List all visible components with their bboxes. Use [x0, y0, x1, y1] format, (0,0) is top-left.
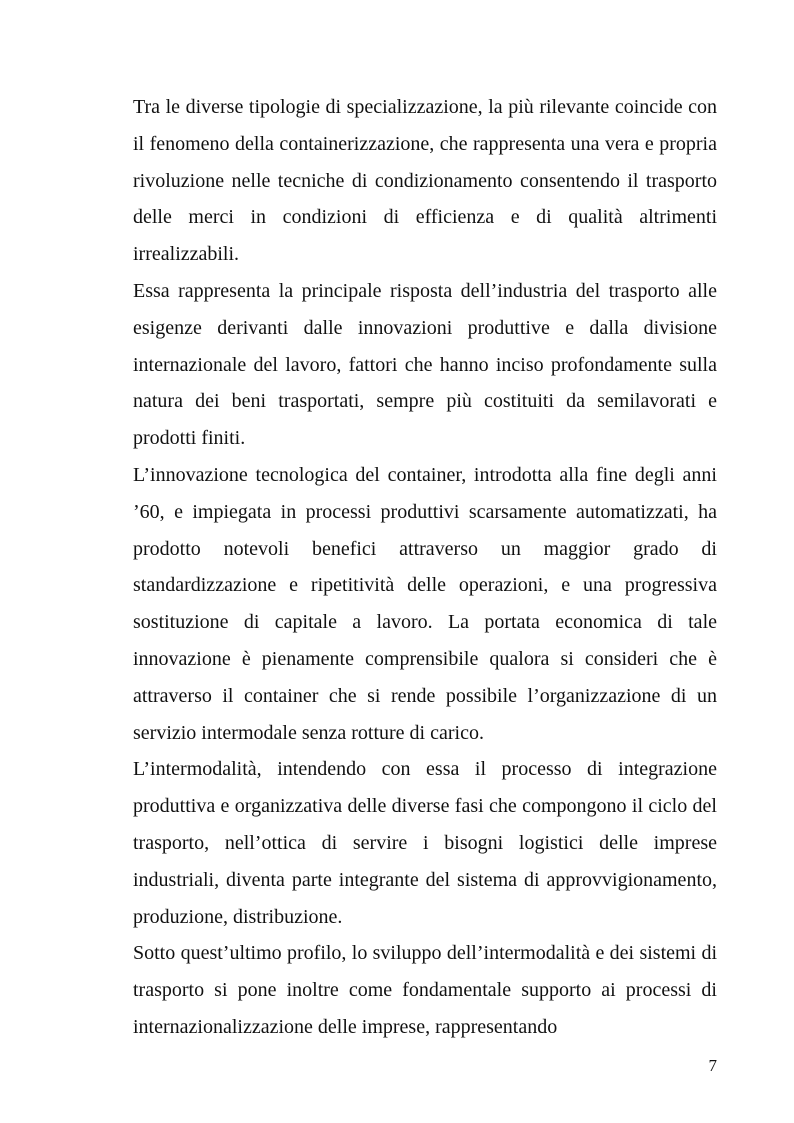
paragraph-intermodalita: L’intermodalità, intendendo con essa il processo di integrazione produttiva e organizzativa delle diverse fasi che compongono il ciclo del trasporto, nell’ottica di servire i bisogni logistici delle imprese industriali, diventa parte integrante del sistema di approvvigionamento, produzione, distribuzione.: [133, 758, 717, 928]
paragraph-innovazione-container: L’innovazione tecnologica del container, introdotta alla fine degli anni ’60, e impiegata in processi produttivi scarsamente automatizzati, ha prodotto notevoli benefici attraverso un maggior grado di standardizzazione e ripetitività delle operazioni, e una progressiva sostituzione di capitale a lavoro. La portata economica di tale innovazione è pienamente comprensibile qualora si consideri che è attraverso il container che si rende possibile l’organizzazione di un servizio intermodale senza rotture di carico.: [133, 463, 717, 744]
document-body: [133, 89, 717, 1046]
paragraph-risposta-industria: Essa rappresenta la principale risposta dell’industria del trasporto alle esigenze derivanti dalle innovazioni produttive e dalla divisione internazionale del lavoro, fattori che hanno inciso profondamente sulla natura dei beni trasportati, sempre più costituiti da semilavorati e prodotti finiti.: [133, 279, 717, 450]
page-number: 7: [708, 1056, 717, 1075]
paragraph-containerizzazione: Tra le diverse tipologie di specializzazione, la più rilevante coincide con il fenomeno della containerizzazione, che rappresenta una vera e propria rivoluzione nelle tecniche di condizionamento consentendo il trasporto delle merci in condizioni di efficienza e di qualità altrimenti irrealizzabili.: [133, 96, 717, 266]
paragraph-internazionalizzazione: Sotto quest’ultimo profilo, lo sviluppo dell’intermodalità e dei sistemi di trasporto si pone inoltre come fondamentale supporto ai processi di internazionalizzazione delle imprese, rappresentando: [133, 942, 717, 1038]
